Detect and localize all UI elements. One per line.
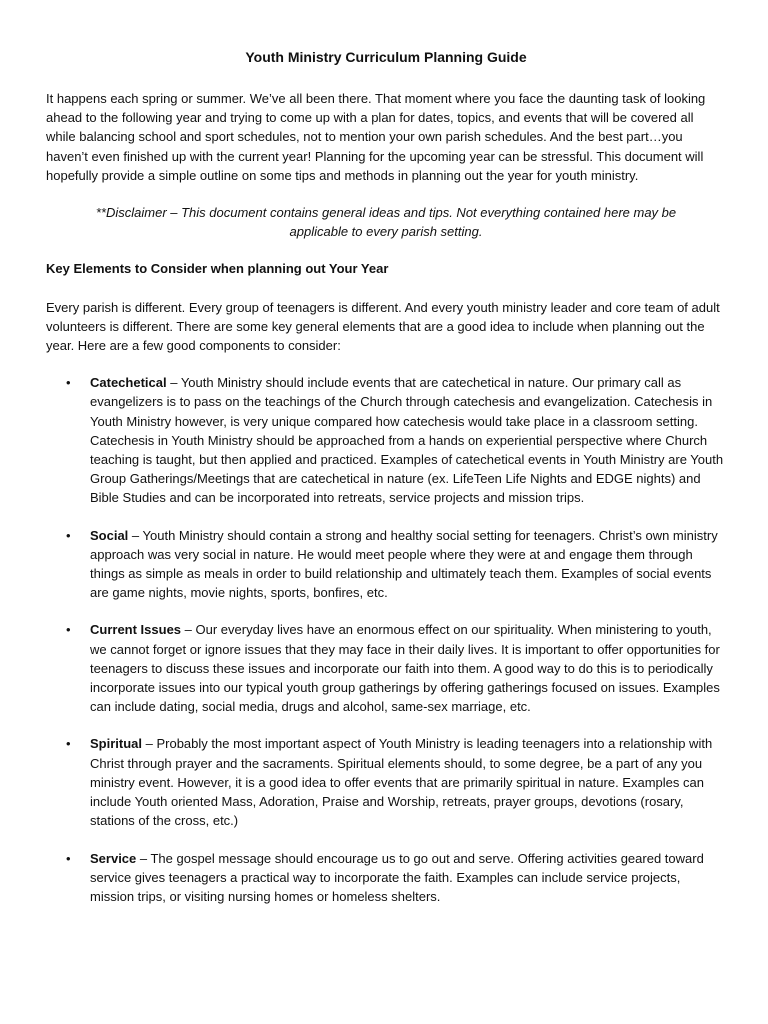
list-item-current-issues xyxy=(46,620,726,716)
list-item-spiritual xyxy=(46,734,726,830)
section-intro-paragraph: Every parish is different. Every group of teenagers is different. And every youth ministry leader and core team of adult volunteers is different. There are some key general elements that are a good idea to include when planning out the year. Here are a few good components to consider: xyxy=(46,299,720,354)
element-description: – Probably the most important aspect of Youth Ministry is leading teenagers into a relationship with Christ through prayer and the sacraments. Spiritual elements should, to some degree, be a part of any you ministry event. However, it is a good idea to offer events that are primarily spiritual in nature. Examples can include Youth oriented Mass, Adoration, Praise and Worship, retreats, prayer groups, devotions (rosary, stations of the cross, etc.) xyxy=(90,736,713,829)
section-heading: Key Elements to Consider when planning out Your Year xyxy=(46,261,389,277)
list-item-catechetical xyxy=(46,373,726,507)
element-description: – Our everyday lives have an enormous effect on our spirituality. When ministering to youth, we cannot forget or ignore issues that they may face in their daily lives. It is important to offer opportunities for teenagers to discuss these issues and incorporate our faith into them. A good way to do this is to periodically incorporate issues into our typical youth group gatherings by offering gatherings focused on issues. Examples can include dating, social media, drugs and alcohol, same-sex marriage, etc. xyxy=(90,622,720,715)
document-title: Youth Ministry Curriculum Planning Guide xyxy=(245,49,527,65)
bullet-icon: • xyxy=(66,736,71,752)
bullet-icon: • xyxy=(66,375,71,391)
bullet-icon: • xyxy=(66,622,71,638)
element-term: Service xyxy=(90,850,137,866)
element-description: – The gospel message should encourage us to go out and serve. Offering activities geared toward service gives teenagers a practical way to incorporate the faith. Examples can include service projects, mission trips, or visiting nursing homes or homeless shelters. xyxy=(90,850,704,904)
bullet-icon: • xyxy=(66,527,71,543)
element-term: Social xyxy=(90,527,129,543)
key-elements-list xyxy=(46,373,726,906)
intro-paragraph: It happens each spring or summer. We’ve all been there. That moment where you face the daunting task of looking ahead to the following year and trying to come up with a plan for dates, topics, and events that will be covered all while balancing school and sport schedules, not to mention your own parish schedules. And the best part…you haven’t even finished up with the current year! Planning for the upcoming year can be stressful. This document will hopefully provide a simple outline on some tips and methods in planning out the year for youth ministry. xyxy=(46,91,706,183)
document-page xyxy=(46,47,726,924)
element-term: Current Issues xyxy=(90,622,182,638)
element-description: – Youth Ministry should include events that are catechetical in nature. Our primary call as evangelizers is to pass on the teachings of the Church through catechesis and evangelization. Catechesis in Youth Ministry however, is very unique compared how catechesis would take place in a classroom setting. Catechesis in Youth Ministry should be approached from a hands on experiential perspective where Church teaching is taught, but then applied and practiced. Examples of catechetical events in Youth Ministry are Youth Group Gatherings/Meetings that are catechetical in nature (ex. LifeTeen Life Nights and EDGE nights) and Bible Studies and can be incorporated into retreats, service projects and mission trips. xyxy=(90,375,724,506)
element-term: Spiritual xyxy=(90,736,143,752)
bullet-icon: • xyxy=(66,850,71,866)
element-term: Catechetical xyxy=(90,375,167,391)
list-item-service xyxy=(46,849,726,907)
element-description: – Youth Ministry should contain a strong and healthy social setting for teenagers. Christ’s own ministry approach was very social in nature. He would meet people where they were at and engage them through things as simple as meals in order to build relationship and ultimately teach them. Examples of social events are game nights, movie nights, sports, bonfires, etc. xyxy=(90,527,718,601)
disclaimer-paragraph: **Disclaimer – This document contains general ideas and tips. Not everything contained here may be applicable to every parish setting. xyxy=(95,205,677,240)
list-item-social xyxy=(46,526,726,603)
